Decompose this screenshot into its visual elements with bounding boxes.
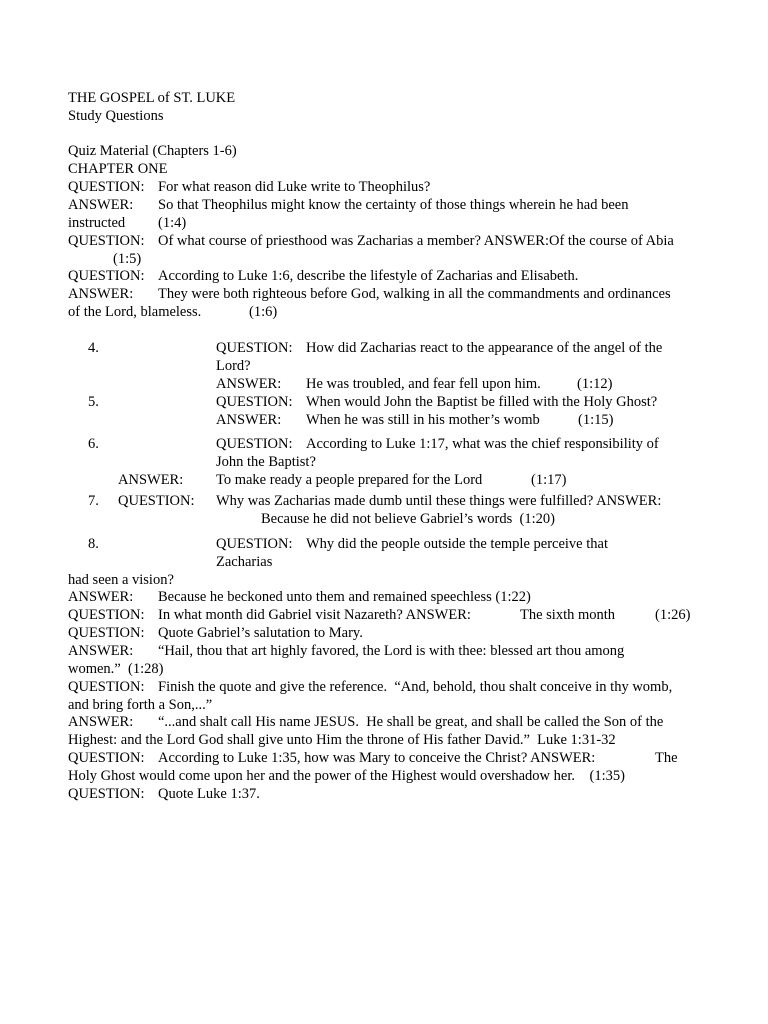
qa7-answer: Because he did not believe Gabriel’s words bbox=[261, 511, 513, 527]
qa8-question-line2: Zacharias bbox=[216, 554, 273, 570]
question-label: QUESTION: bbox=[68, 679, 145, 695]
chapter-heading: CHAPTER ONE bbox=[68, 161, 168, 177]
qa2-ref: (1:5) bbox=[113, 251, 142, 267]
question-label: QUESTION: bbox=[216, 436, 293, 452]
qa1-answer-line2: instructed bbox=[68, 215, 126, 231]
qa6-number: 6. bbox=[88, 436, 99, 452]
question-label: QUESTION: bbox=[216, 394, 293, 410]
document-subtitle: Study Questions bbox=[68, 108, 164, 124]
qa3-answer-line bbox=[68, 285, 671, 303]
qa9-question: In what month did Gabriel visit Nazareth? ANSWER: bbox=[158, 607, 471, 623]
qa6-question-line2: John the Baptist? bbox=[216, 454, 316, 470]
qa8-question-line bbox=[216, 535, 608, 553]
qa12-answer-word: The bbox=[655, 750, 678, 766]
qa1-ref: (1:4) bbox=[158, 215, 187, 231]
qa7-question: Why was Zacharias made dumb until these things were fulfilled? ANSWER: bbox=[216, 493, 662, 509]
qa12-answer-line2: Holy Ghost would come upon her and the power of the Highest would overshadow her. bbox=[68, 768, 575, 784]
qa11-question-line2: and bring forth a Son,...” bbox=[68, 697, 213, 713]
qa5-ref: (1:15) bbox=[578, 412, 614, 428]
question-label: QUESTION: bbox=[118, 493, 195, 509]
question-label: QUESTION: bbox=[68, 233, 145, 249]
qa4-question-line bbox=[216, 339, 662, 357]
qa1-answer-line1: So that Theophilus might know the certainty of those things wherein he had been bbox=[158, 197, 629, 213]
qa10-question: Quote Gabriel’s salutation to Mary. bbox=[158, 625, 363, 641]
question-label: QUESTION: bbox=[216, 340, 293, 356]
qa7-answer-line bbox=[261, 510, 555, 528]
qa12-ref: (1:35) bbox=[589, 768, 625, 784]
qa10-answer-line1: “Hail, thou that art highly favored, the Lord is with thee: blessed art thou among bbox=[158, 643, 625, 659]
qa10-question-line bbox=[68, 624, 363, 642]
qa7-number: 7. bbox=[88, 493, 99, 509]
qa8-answer: Because he beckoned unto them and remained speechless (1:22) bbox=[158, 589, 531, 605]
qa6-question-line1: According to Luke 1:17, what was the chief responsibility of bbox=[306, 436, 659, 452]
qa6-ref: (1:17) bbox=[531, 472, 567, 488]
answer-label: ANSWER: bbox=[68, 286, 134, 302]
qa9-answer: The sixth month bbox=[520, 607, 616, 623]
question-label: QUESTION: bbox=[68, 179, 145, 195]
qa6-answer-line bbox=[216, 471, 566, 489]
quiz-heading: Quiz Material (Chapters 1-6) bbox=[68, 143, 237, 159]
qa10-answer-line2: women.” (1:28) bbox=[68, 661, 164, 677]
qa4-number: 4. bbox=[88, 340, 99, 356]
qa2-question: Of what course of priesthood was Zacharias a member? ANSWER:Of the course of Abia bbox=[158, 233, 674, 249]
qa9-question-line bbox=[68, 606, 690, 624]
qa3-question: According to Luke 1:6, describe the lifestyle of Zacharias and Elisabeth. bbox=[158, 268, 579, 284]
qa3-answer-cont bbox=[68, 303, 277, 321]
qa3-question-line bbox=[68, 267, 578, 285]
answer-label: ANSWER: bbox=[68, 714, 134, 730]
qa5-question-line bbox=[216, 393, 657, 411]
question-label: QUESTION: bbox=[68, 625, 145, 641]
qa1-answer-cont bbox=[68, 214, 186, 232]
qa8-question-line1: Why did the people outside the temple perceive that bbox=[306, 536, 608, 552]
qa4-question-line2: Lord? bbox=[216, 358, 251, 374]
qa5-answer-line bbox=[216, 411, 613, 429]
qa12-question: According to Luke 1:35, how was Mary to conceive the Christ? ANSWER: bbox=[158, 750, 596, 766]
qa11-answer-line1: “...and shalt call His name JESUS. He shall be great, and shall be called the Son of the bbox=[158, 714, 664, 730]
qa11-question-line1: Finish the quote and give the reference. “And, behold, thou shalt conceive in thy womb, bbox=[158, 679, 673, 695]
qa3-answer-line1: They were both righteous before God, walking in all the commandments and ordinances bbox=[158, 286, 671, 302]
answer-label: ANSWER: bbox=[68, 643, 134, 659]
qa4-answer: He was troubled, and fear fell upon him. bbox=[306, 376, 541, 392]
qa9-ref: (1:26) bbox=[655, 607, 691, 623]
question-label: QUESTION: bbox=[216, 536, 293, 552]
question-label: QUESTION: bbox=[68, 750, 145, 766]
qa3-answer-line2: of the Lord, blameless. bbox=[68, 304, 202, 320]
qa13-question-line bbox=[68, 785, 260, 803]
question-label: QUESTION: bbox=[68, 607, 145, 623]
question-label: QUESTION: bbox=[68, 268, 145, 284]
qa5-question: When would John the Baptist be filled with the Holy Ghost? bbox=[306, 394, 658, 410]
document-title: THE GOSPEL of ST. LUKE bbox=[68, 90, 236, 106]
qa3-ref: (1:6) bbox=[249, 304, 278, 320]
qa5-number: 5. bbox=[88, 394, 99, 410]
qa1-question-line bbox=[68, 178, 430, 196]
qa11-answer-line bbox=[68, 713, 663, 731]
qa8-answer-line bbox=[68, 588, 531, 606]
answer-label: ANSWER: bbox=[216, 412, 282, 428]
qa13-question: Quote Luke 1:37. bbox=[158, 786, 260, 802]
qa5-answer: When he was still in his mother’s womb bbox=[306, 412, 540, 428]
qa2-question-line bbox=[68, 232, 674, 250]
qa4-question-line1: How did Zacharias react to the appearance of the angel of the bbox=[306, 340, 663, 356]
answer-label: ANSWER: bbox=[68, 197, 134, 213]
qa8-number: 8. bbox=[88, 536, 99, 552]
answer-label: ANSWER: bbox=[216, 376, 282, 392]
qa11-answer-line2: Highest: and the Lord God shall give unto Him the throne of His father David.” Luke 1:31-32 bbox=[68, 732, 616, 748]
qa7-ref: (1:20) bbox=[519, 511, 555, 527]
qa10-answer-line bbox=[68, 642, 624, 660]
qa1-question: For what reason did Luke write to Theophilus? bbox=[158, 179, 431, 195]
qa4-answer-line bbox=[216, 375, 612, 393]
answer-label: ANSWER: bbox=[118, 472, 184, 488]
question-label: QUESTION: bbox=[68, 786, 145, 802]
qa8-question-line3: had seen a vision? bbox=[68, 572, 174, 588]
qa4-ref: (1:12) bbox=[577, 376, 613, 392]
answer-label: ANSWER: bbox=[68, 589, 134, 605]
qa11-question-line bbox=[68, 678, 672, 696]
qa6-answer: To make ready a people prepared for the Lord bbox=[216, 472, 483, 488]
qa6-question-line bbox=[216, 435, 659, 453]
qa12-question-line bbox=[68, 749, 678, 767]
qa12-answer-cont bbox=[68, 767, 625, 785]
qa1-answer-line bbox=[68, 196, 629, 214]
